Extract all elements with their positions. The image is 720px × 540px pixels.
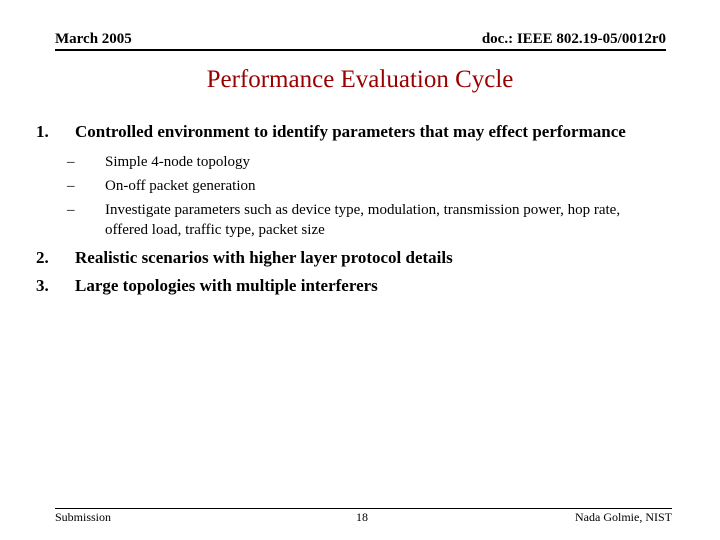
footer-page-number: 18 [356, 510, 368, 524]
sub-item-text: On-off packet generation [105, 178, 256, 194]
sub-item-text: Investigate parameters such as device type, modulation, transmission power, hop rate, offered load, traffic type, packet size [105, 202, 621, 238]
sub-item-dash: – [67, 202, 75, 218]
list-item-1 [36, 120, 676, 144]
list-item-number: 3. [36, 276, 49, 295]
sub-item-1 [67, 152, 676, 172]
list-item-number: 2. [36, 248, 49, 267]
list-item-text: Realistic scenarios with higher layer protocol details [75, 248, 453, 267]
list-item-text: Controlled environment to identify parameters that may effect performance [75, 122, 626, 141]
list-item-3 [36, 274, 676, 298]
header-date: March 2005 [55, 31, 132, 47]
slide-title: Performance Evaluation Cycle [206, 66, 514, 93]
sub-item-2 [67, 176, 676, 196]
numbered-list [36, 120, 676, 298]
header-doc-id: doc.: IEEE 802.19-05/0012r0 [481, 31, 666, 47]
footer-submission: Submission [55, 510, 112, 524]
header-rule [55, 49, 666, 51]
sub-item-3 [67, 200, 676, 240]
list-item-text: Large topologies with multiple interferers [75, 276, 378, 295]
list-item-number: 1. [36, 122, 49, 141]
sub-item-text: Simple 4-node topology [105, 154, 250, 170]
footer-rule [55, 508, 672, 509]
list-item-2 [36, 246, 676, 270]
sub-item-dash: – [67, 154, 75, 170]
sub-item-dash: – [67, 178, 75, 194]
footer-author: Nada Golmie, NIST [575, 510, 672, 524]
